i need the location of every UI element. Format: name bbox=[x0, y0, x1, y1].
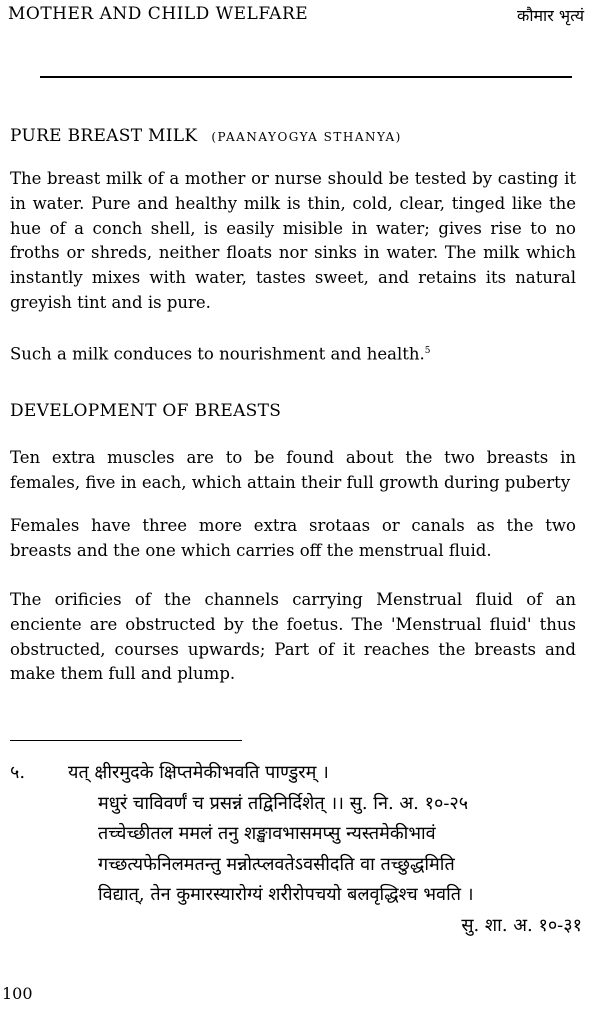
running-header-title: MOTHER AND CHILD WELFARE bbox=[8, 4, 309, 24]
footnote-line-5: विद्यात्, तेन कुमारस्यारोग्यं शरीरोपचयो बलवृद्धिश्च भवति । bbox=[98, 884, 474, 905]
section-title-pure-breast-milk bbox=[10, 126, 402, 146]
paragraph-milk-test: The breast milk of a mother or nurse should be tested by casting it in water. Pure and healthy milk is thin, cold, clear, tinged like the hue of a conch shell, is easily misible in water; gives rise to no froths or shreds, neither floats nor sinks in water. The milk which instantly mixes with water, tastes sweet, and retains its natural greyish tint and is pure. bbox=[10, 169, 576, 312]
footnote-reference: सु. शा. अ. १०-३१ bbox=[461, 914, 582, 936]
running-header-sanskrit: कौमार भृत्यं bbox=[517, 6, 584, 25]
paragraph-menstrual-fluid: The orificies of the channels carrying Menstrual fluid of an enciente are obstructed by the foetus. The 'Menstrual fluid' thus obstructed, courses upwards; Part of it reaches the breasts and make them full and plump. bbox=[10, 590, 576, 684]
paragraph-nourishment-text: Such a milk conduces to nourishment and health. bbox=[10, 344, 425, 364]
footnote-ref: 5 bbox=[424, 346, 431, 356]
footnote-number: ५. bbox=[10, 762, 26, 783]
footnote-rule bbox=[10, 740, 242, 741]
footnote-line-2: मधुरं चाविवर्णं च प्रसन्नं तद्विनिर्दिशेत् ।। सु. नि. अ. १०-२५ bbox=[98, 792, 469, 814]
paragraph-nourishment bbox=[10, 339, 576, 367]
section-title-text: PURE BREAST MILK bbox=[10, 126, 198, 146]
footnote-line-1: ५. यत् क्षीरमुदके क्षिप्तमेकीभवति पाण्डुरम् । bbox=[10, 758, 590, 789]
section-subtitle: (PAANAYOGYA STHANYA) bbox=[211, 130, 402, 144]
sanskrit-footnote bbox=[10, 758, 590, 941]
paragraph-srotaas: Females have three more extra srotaas or canals as the two breasts and the one which carries off the menstrual fluid. bbox=[10, 516, 576, 560]
header-rule bbox=[40, 76, 572, 78]
footnote-line-4: गच्छत्यफेनिलमतन्तु मन्नोत्प्लवतेऽवसीदति वा तच्छुद्धमिति bbox=[98, 853, 455, 875]
paragraph-muscles: Ten extra muscles are to be found about the two breasts in females, five in each, which attain their full growth during puberty bbox=[10, 448, 576, 492]
page-number: 100 bbox=[2, 984, 33, 1003]
section-title-development: DEVELOPMENT OF BREASTS bbox=[10, 401, 282, 421]
footnote-line-3: तच्चेच्छीतल ममलं तनु शङ्खावभासमप्सु न्यस्तमेकीभावं bbox=[98, 823, 436, 844]
